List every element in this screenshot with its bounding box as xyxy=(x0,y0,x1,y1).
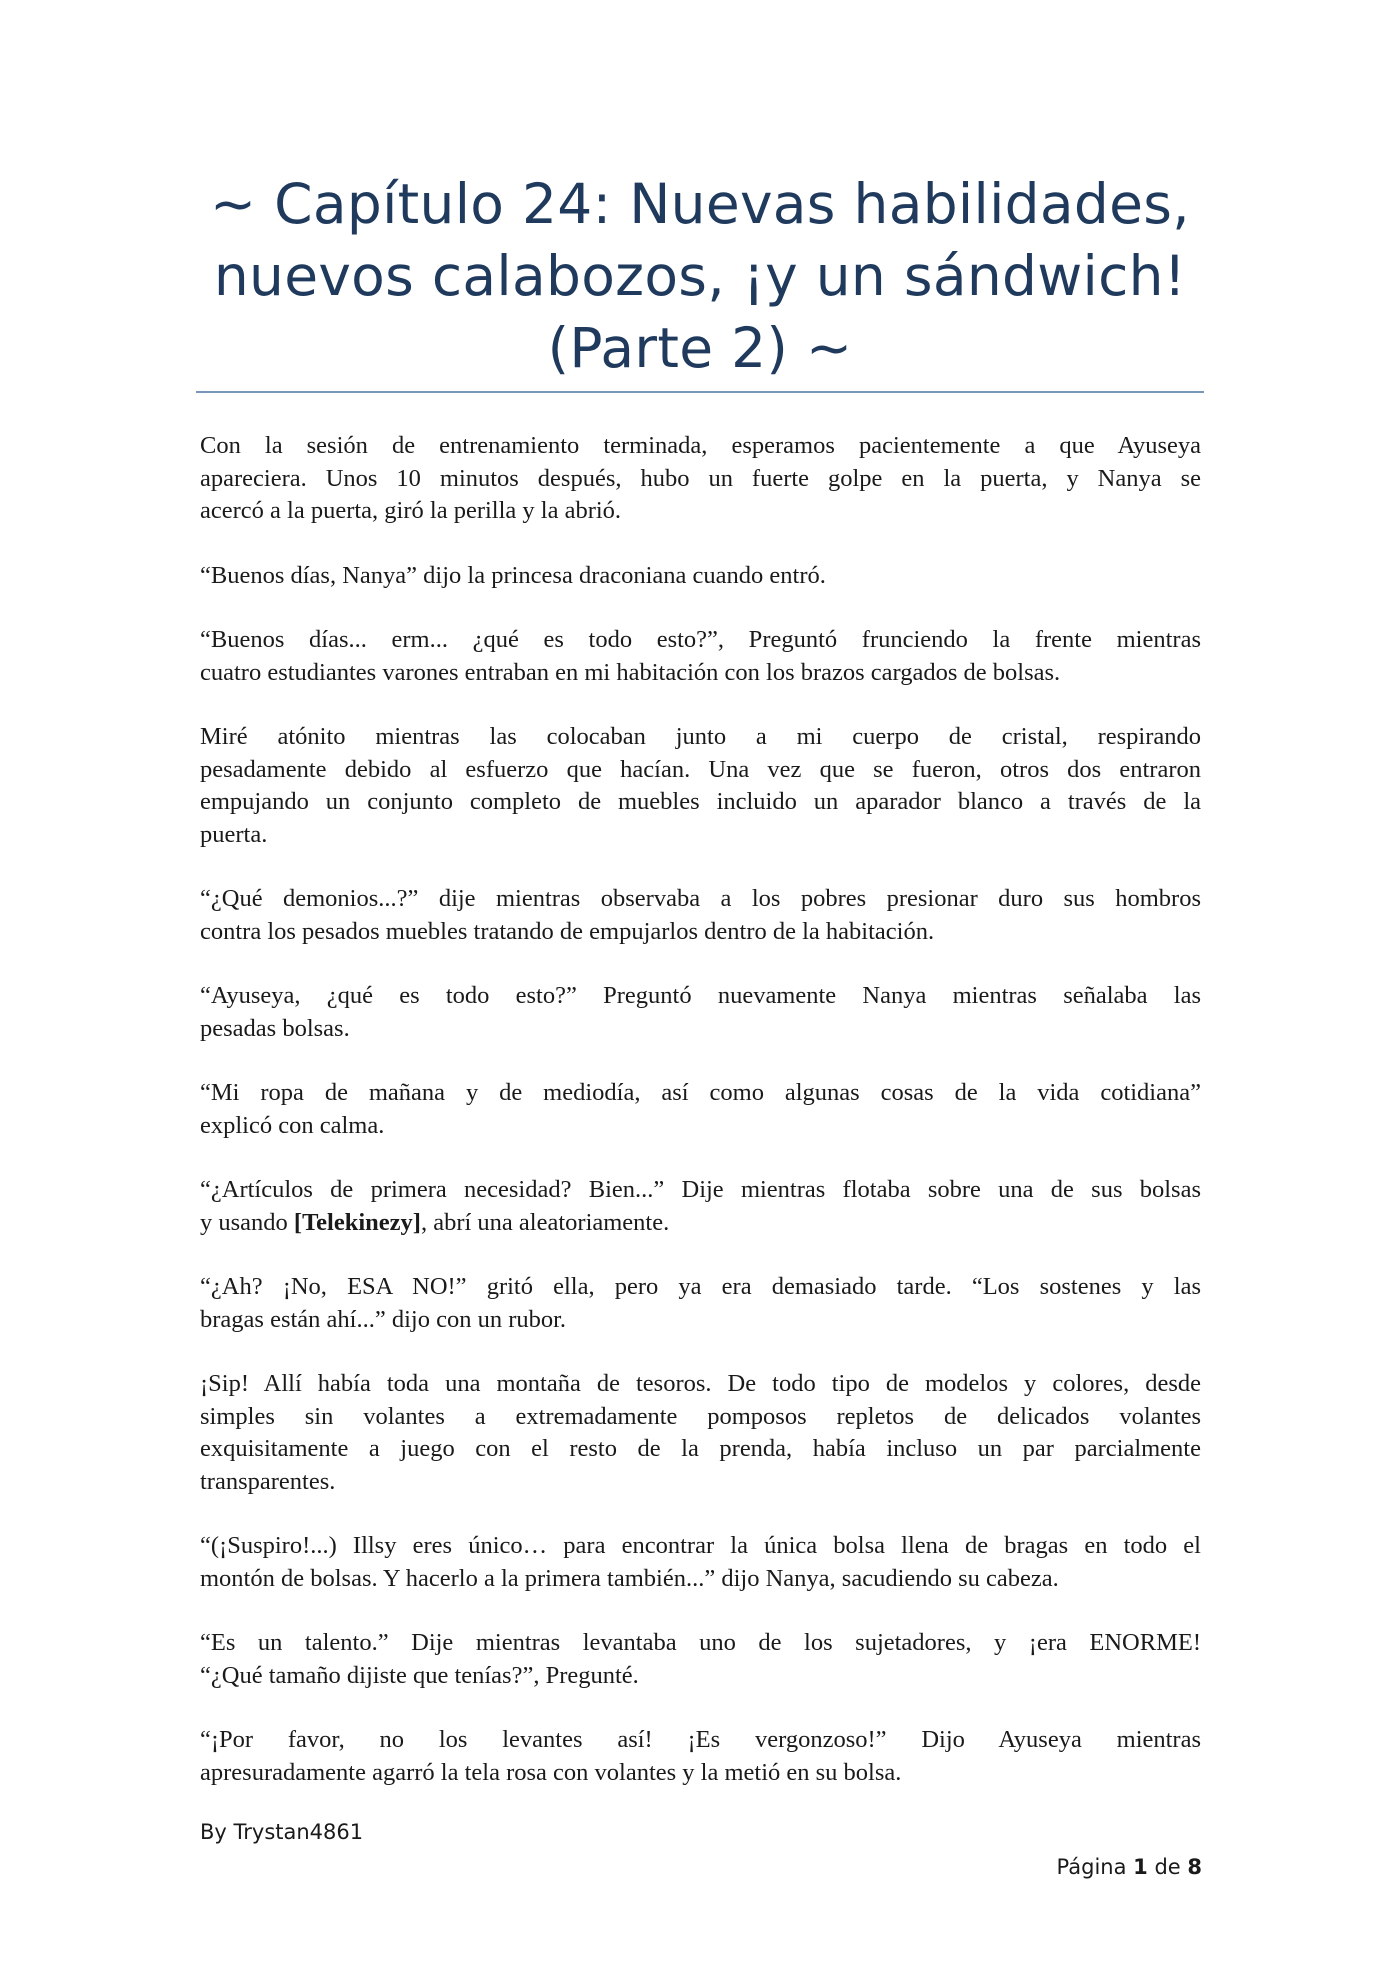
paragraph-line: “¿Artículos de primera necesidad? Bien...” Dije mientras flotaba sobre una de sus bolsas xyxy=(200,1176,1201,1203)
paragraph-text: , abrí una aleatoriamente. xyxy=(420,1208,670,1236)
paragraph-line: montón de bolsas. Y hacerlo a la primera también...” dijo Nanya, sacudiendo su cabeza. xyxy=(200,1564,1059,1592)
paragraph-line: “(¡Suspiro!...) Illsy eres único… para encontrar la única bolsa llena de bragas en todo el xyxy=(200,1532,1201,1559)
page-number-mid: de xyxy=(1147,1855,1188,1879)
page-number-current: 1 xyxy=(1133,1855,1148,1879)
paragraph-line: exquisitamente a juego con el resto de la prenda, había incluso un par parcialmente xyxy=(200,1435,1201,1462)
paragraph-line: empujando un conjunto completo de muebles incluido un aparador blanco a través de la xyxy=(200,788,1201,815)
paragraph xyxy=(200,430,1201,528)
chapter-title-line: (Parte 2) ~ xyxy=(547,316,853,380)
paragraph-line: Miré atónito mientras las colocaban junto a mi cuerpo de cristal, respirando xyxy=(200,723,1201,750)
paragraph-line: “¿Qué tamaño dijiste que tenías?”, Pregunté. xyxy=(200,1661,639,1689)
paragraph-line: apresuradamente agarró la tela rosa con volantes y la metió en su bolsa. xyxy=(200,1758,902,1786)
paragraph xyxy=(200,1530,1201,1595)
paragraph xyxy=(200,883,1201,948)
paragraph-line: “¿Ah? ¡No, ESA NO!” gritó ella, pero ya era demasiado tarde. “Los sostenes y las xyxy=(200,1273,1201,1300)
paragraph-line: “Ayuseya, ¿qué es todo esto?” Preguntó nuevamente Nanya mientras señalaba las xyxy=(200,982,1201,1009)
page-number-prefix: Página xyxy=(1056,1855,1134,1879)
paragraph xyxy=(200,1077,1201,1142)
paragraph-line: Con la sesión de entrenamiento terminada, esperamos pacientemente a que Ayuseya xyxy=(200,432,1201,459)
paragraph-line: pesadamente debido al esfuerzo que hacían. Una vez que se fueron, otros dos entraron xyxy=(200,755,1201,783)
skill-name: [Telekinezy] xyxy=(293,1208,421,1236)
title-divider xyxy=(196,391,1204,393)
body-text xyxy=(200,430,1201,1821)
paragraph-line: bragas están ahí...” dijo con un rubor. xyxy=(200,1305,567,1333)
paragraph-line: explicó con calma. xyxy=(200,1111,385,1139)
paragraph-line: transparentes. xyxy=(200,1467,336,1495)
paragraph-line: puerta. xyxy=(200,820,268,848)
paragraph-line: simples sin volantes a extremadamente pomposos repletos de delicados volantes xyxy=(200,1402,1201,1430)
author-credit: By Trystan4861 xyxy=(200,1820,364,1844)
paragraph-line: ¡Sip! Allí había toda una montaña de tesoros. De todo tipo de modelos y colores, desde xyxy=(200,1370,1201,1397)
chapter-title xyxy=(196,168,1204,384)
paragraph xyxy=(200,1724,1201,1789)
paragraph-line: acercó a la puerta, giró la perilla y la abrió. xyxy=(200,497,622,524)
paragraph-line: “Es un talento.” Dije mientras levantaba uno de los sujetadores, y ¡era ENORME! xyxy=(200,1629,1201,1656)
paragraph-line: “¿Qué demonios...?” dije mientras observaba a los pobres presionar duro sus hombros xyxy=(200,885,1201,912)
paragraph xyxy=(200,721,1201,851)
paragraph-line: pesadas bolsas. xyxy=(200,1014,350,1042)
chapter-title-line: ~ Capítulo 24: Nuevas habilidades, xyxy=(210,172,1190,236)
paragraph-line: apareciera. Unos 10 minutos después, hubo un fuerte golpe en la puerta, y Nanya se xyxy=(200,464,1201,492)
paragraph xyxy=(200,1627,1201,1692)
paragraph-line: “Buenos días... erm... ¿qué es todo esto?”, Preguntó frunciendo la frente mientras xyxy=(200,626,1201,653)
paragraph xyxy=(200,980,1201,1045)
paragraph xyxy=(200,1271,1201,1336)
page-number-total: 8 xyxy=(1187,1855,1202,1879)
paragraph-line: “¡Por favor, no los levantes así! ¡Es vergonzoso!” Dijo Ayuseya mientras xyxy=(200,1726,1201,1753)
paragraph-line: “Mi ropa de mañana y de mediodía, así como algunas cosas de la vida cotidiana” xyxy=(200,1079,1201,1106)
paragraph xyxy=(200,624,1201,689)
paragraph-line: contra los pesados muebles tratando de empujarlos dentro de la habitación. xyxy=(200,917,935,945)
paragraph-line: cuatro estudiantes varones entraban en mi habitación con los brazos cargados de bolsas. xyxy=(200,658,1061,686)
chapter-title-line: nuevos calabozos, ¡y un sándwich! xyxy=(213,244,1187,308)
page-number xyxy=(1057,1855,1202,1879)
paragraph-line xyxy=(200,1207,1201,1240)
paragraph xyxy=(200,560,1201,593)
paragraph xyxy=(200,1368,1201,1498)
paragraph-text: y usando xyxy=(200,1208,294,1236)
paragraph xyxy=(200,1174,1201,1239)
paragraph-line: “Buenos días, Nanya” dijo la princesa draconiana cuando entró. xyxy=(200,561,826,589)
